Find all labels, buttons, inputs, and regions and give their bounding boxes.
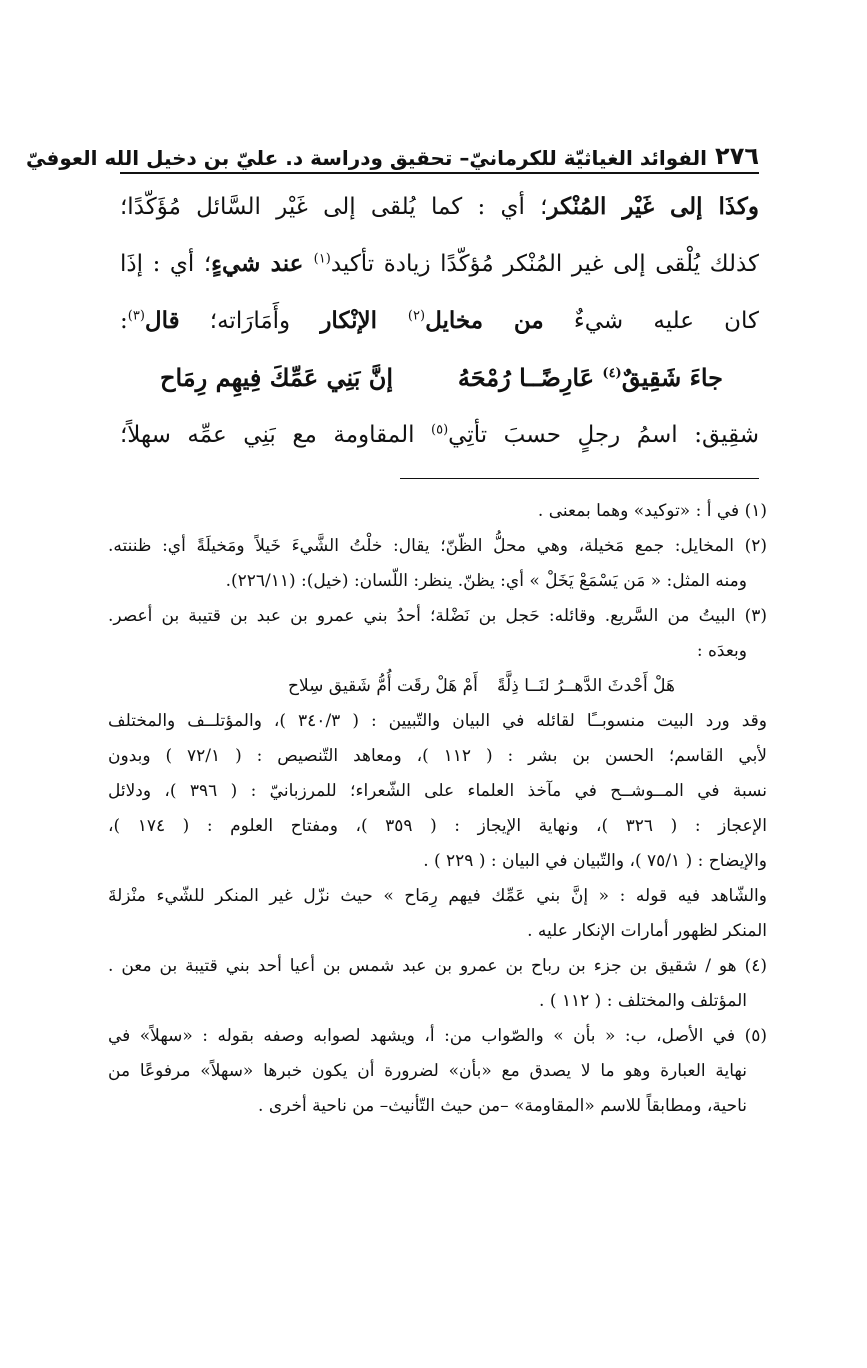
footnote-ref-3: (٣) — [127, 308, 145, 324]
footnote-ref-5: (٥) — [431, 422, 449, 438]
header-rule — [120, 172, 759, 174]
text: وأَمَارَاته؛ — [179, 308, 321, 334]
text: عَارِضًــا رُمْحَهُ — [457, 363, 603, 392]
text: كان عليه شيءٌ — [543, 308, 759, 334]
text: ؛ أي : إذَا — [120, 251, 212, 277]
text: كذلك يُلْقى إلى غير المُنْكر مُؤكّدًا زيادة تأكيد — [330, 251, 759, 277]
bold-term: وكذَا إلى غَيْر المُنْكر — [547, 193, 759, 220]
footnotes — [108, 494, 767, 1124]
footnote-3-line-3: وقد ورد البيت منسوبــًا لقائله في البيان والتّبيين : ( ٣٤٠/٣ )، والمؤتلــف والمختلف — [108, 711, 767, 731]
text: جاءَ شَقِيقٌ — [621, 363, 723, 392]
bold-term: من مخايل — [425, 307, 544, 334]
poem-hemistich-1: هَلْ أَحْدثَ الدَّهــرُ لنَــا ذِلَّةً — [496, 676, 675, 696]
footnote-3-line-4: لأبي القاسم؛ الحسن بن بشر : ( ١١٢ )، ومعاهد التّنصيص : ( ٧٢/١ ) وبدون — [108, 746, 768, 766]
footnote-2-line-2: ومنه المثل: « مَن يَسْمَعْ يَخَلْ » أي: يظنّ. ينظر: اللّسان: (خيل): (٢٢٦/١١). — [225, 571, 747, 591]
main-line-1 — [120, 178, 759, 235]
bold-term: الإنْكار — [320, 307, 408, 334]
page-number: ٢٧٦ — [715, 142, 759, 170]
main-line-3 — [120, 292, 759, 349]
bold-term: قال — [144, 307, 180, 334]
footnote-3-poem — [108, 669, 767, 704]
footnote-4-line-1: (٤) هو / شقيق بن جزء بن رباح بن عمرو بن عبد شمس بن أعيا أحد بني قتيبة بن معن . — [108, 956, 767, 976]
footnote-ref-2: (٢) — [407, 308, 426, 324]
footnote-ref-4: (٤) — [602, 366, 622, 381]
footnote-1: (١) في أ : «توكيد» وهما بمعنى . — [537, 501, 767, 521]
poem-hemistich-2: أَمْ هَلْ رقَت أُمُّ شَقيق سِلاح — [288, 676, 478, 696]
text: شقِيق: اسمُ رجلٍ حسبَ تأتِي — [448, 422, 759, 448]
verse-line — [120, 349, 759, 407]
text: ؛ أي : كما يُلقى إلى غَيْر السَّائل مُؤَكّدًا؛ — [120, 194, 548, 220]
footnote-3-line-5: نسبة في المــوشــح في مآخذ العلماء على الشّعراء؛ للمرزبانيّ : ( ٣٩٦ )، ودلائل — [108, 781, 767, 801]
main-line-5 — [120, 407, 759, 464]
footnote-3-line-7: والإيضاح : ( ٧٥/١ )، والتّبيان في البيان : ( ٢٢٩ ) . — [423, 851, 767, 871]
footnote-separator — [400, 478, 759, 479]
bold-term: عند شيءٍ — [211, 250, 314, 277]
footnote-3-line-9: المنكر لظهور أمارات الإنكار عليه . — [527, 921, 767, 941]
text: المقاومة مع بَنِي عمِّه سهلاً؛ — [120, 422, 431, 448]
footnote-2-line-1: (٢) المخايل: جمع مَخيلة، وهي محلُّ الظّنّ؛ يقال: خلْتُ الشَّيءَ خَيلاً ومَخيلَةً أي: ظننته. — [108, 536, 767, 556]
running-header — [26, 134, 759, 170]
footnote-5-line-2: نهاية العبارة وهو ما لا يصدق مع «بأن» لضرورة أن يكون خبرها «سهلاً» مرفوعًا من — [108, 1061, 747, 1081]
main-line-2 — [120, 235, 759, 292]
footnote-4-line-2: المؤتلف والمختلف : ( ١١٢ ) . — [539, 991, 747, 1011]
footnote-3-line-6: الإعجاز : ( ٣٢٦ )، ونهاية الإيجاز : ( ٣٥٩ )، ومفتاح العلوم : ( ١٧٤ )، — [108, 816, 768, 836]
footnote-ref-1: (١) — [313, 251, 331, 267]
text: : — [120, 308, 128, 334]
verse-hemistich-1 — [458, 349, 723, 407]
main-text — [120, 178, 759, 464]
footnote-3-line-8: والشّاهد فيه قوله : « إنَّ بني عَمِّك فيهم رِمَاح » حيث نزّل غير المنكر للشّيء منْزلةَ — [108, 886, 767, 906]
footnote-5-line-3: ناحية، ومطابقاً للاسم «المقاومة» –من حيث التّأنيث– من ناحية أخرى . — [258, 1096, 747, 1116]
footnote-3-line-1: (٣) البيتُ من السَّريع. وقائله: حَجل بن نَضْلة؛ أحدُ بني عمرو بن عبد بن قتيبة بن أعصر. — [108, 606, 767, 626]
footnote-3-line-2: وبعدَه : — [696, 641, 747, 661]
verse-hemistich-2: إنَّ بَنِي عَمِّكَ فِيهِم رِمَاح — [160, 363, 394, 392]
running-title: الفوائد الغياثيّة للكرمانيّ– تحقيق ودراسة د. عليّ بن دخيل الله العوفيّ — [26, 146, 708, 170]
footnote-5-line-1: (٥) في الأصل، ب: « بأن » والصّواب من: أ، ويشهد لصوابه وصفه بقوله : «سهلاً» في — [108, 1026, 767, 1046]
